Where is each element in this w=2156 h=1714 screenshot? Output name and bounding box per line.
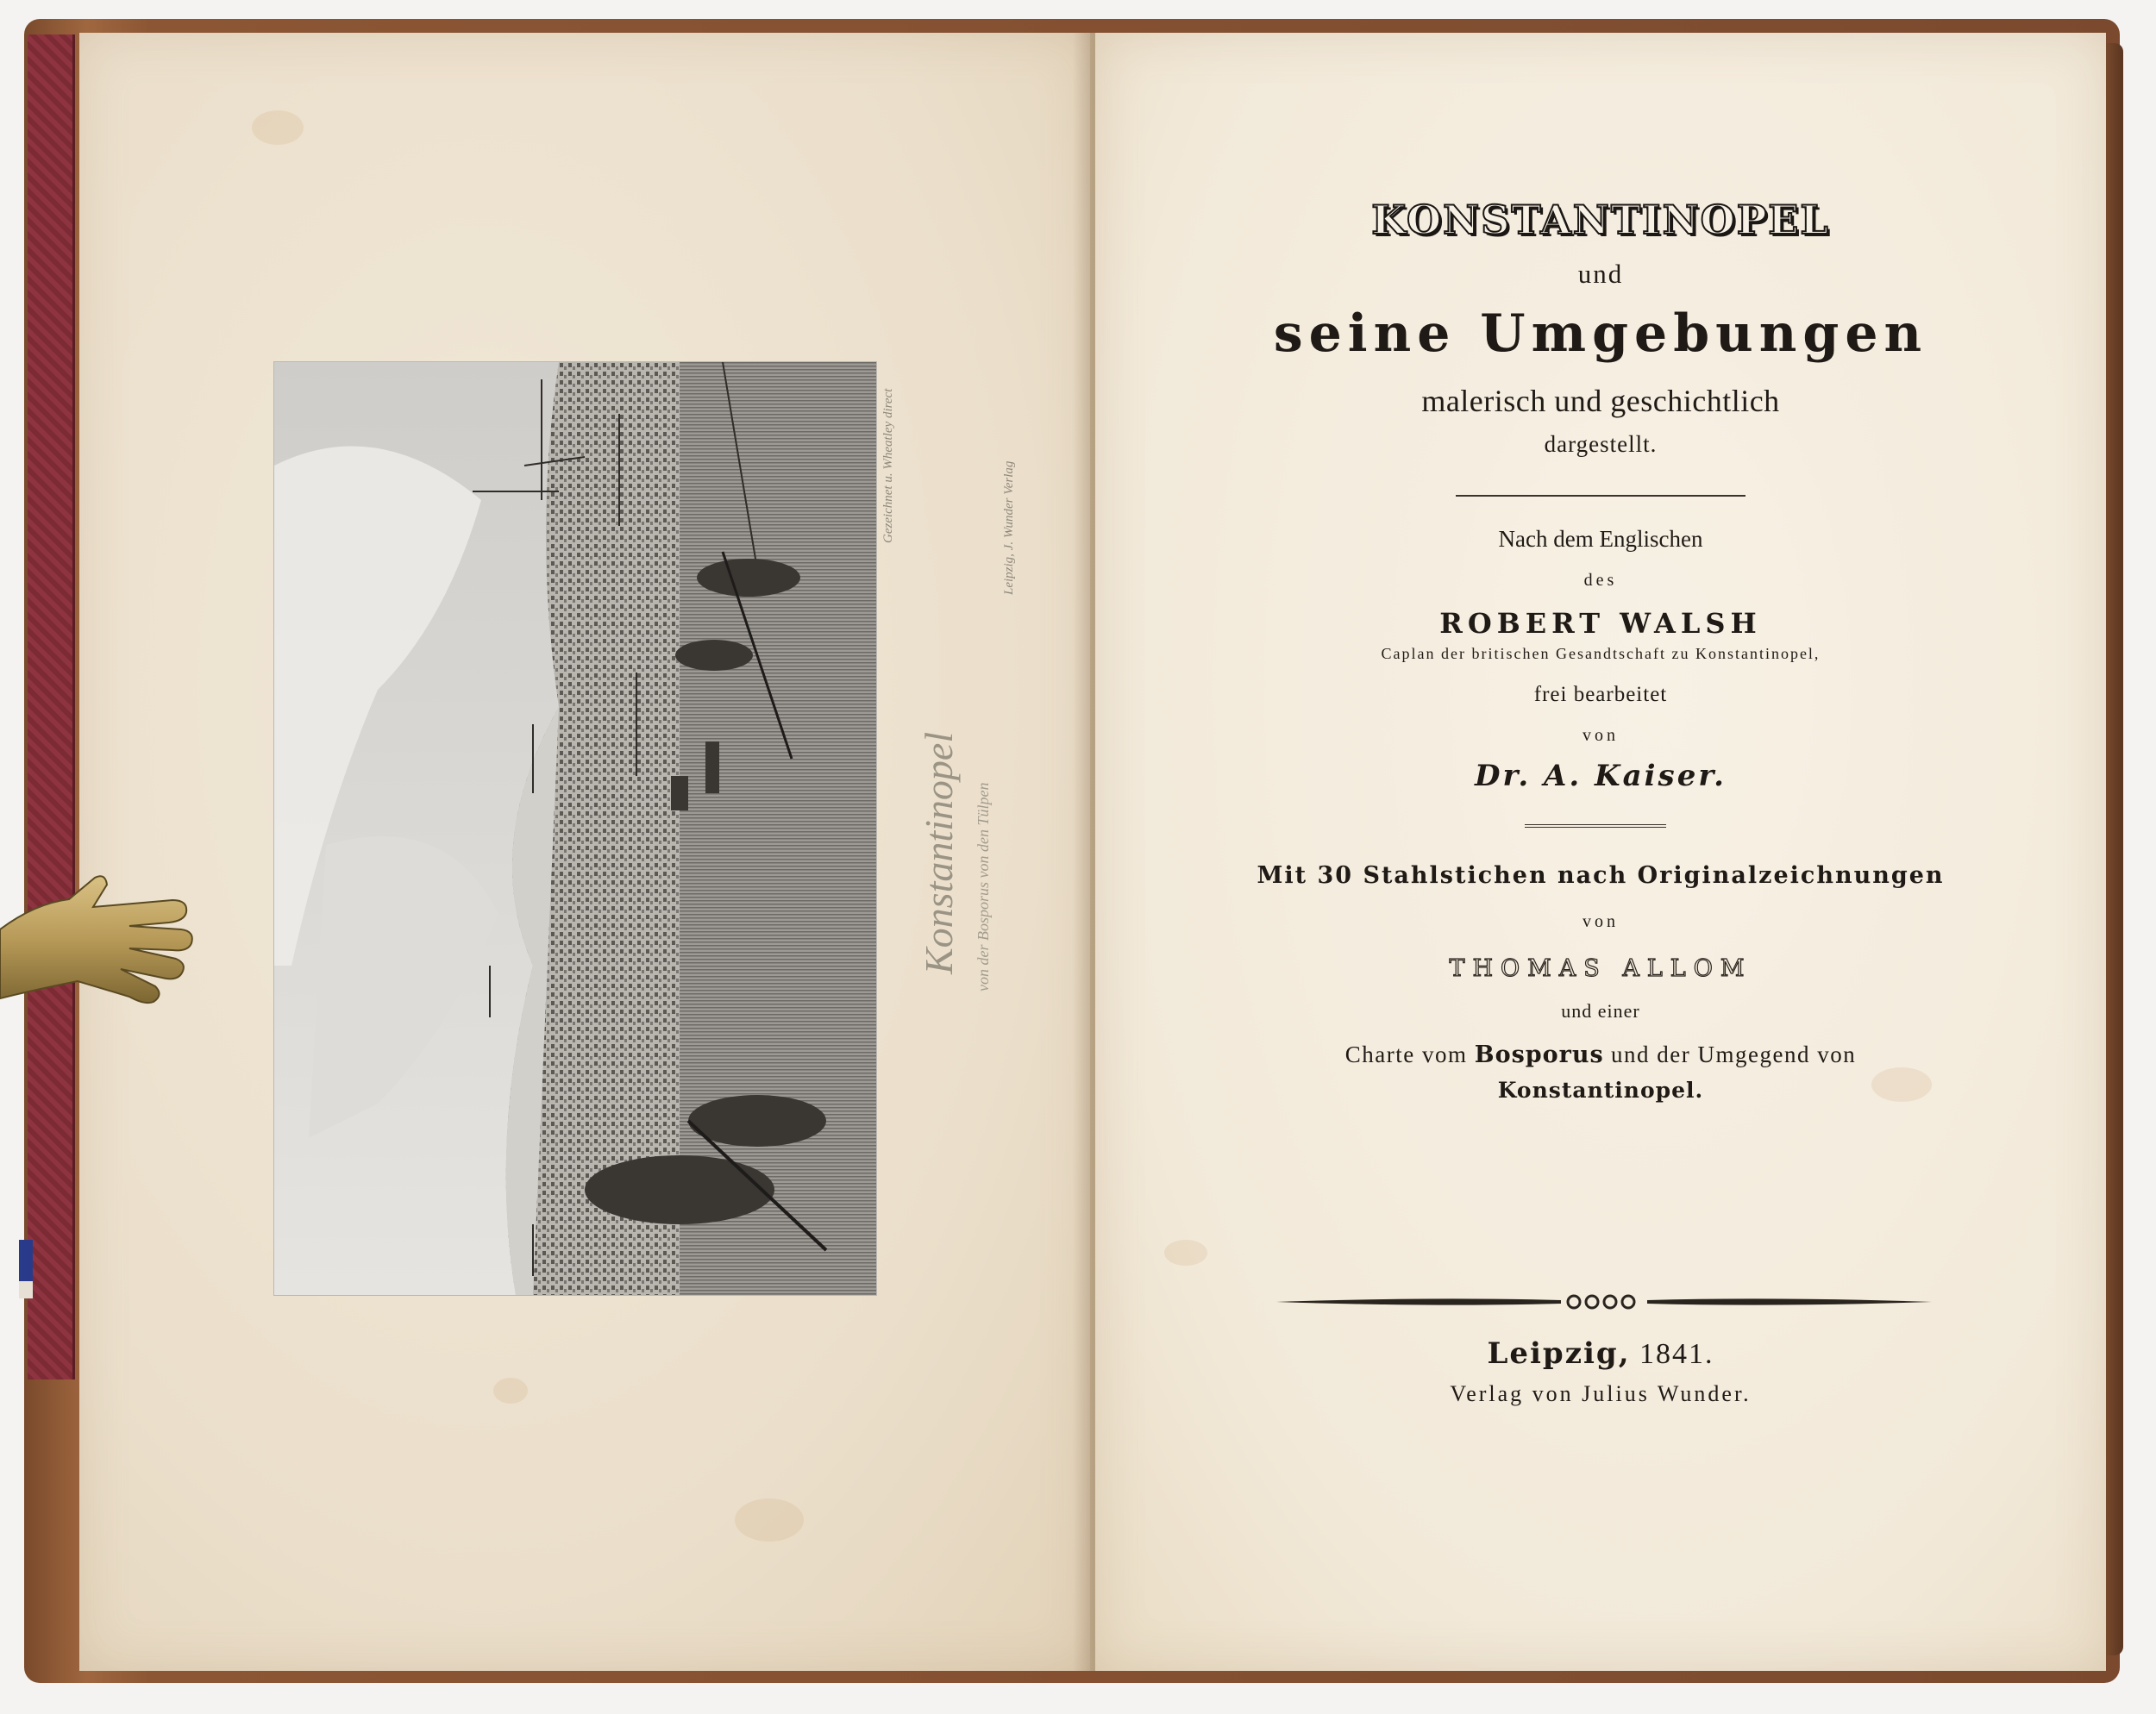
translation-note: Nach dem Englischen bbox=[1498, 526, 1703, 552]
subtitle-line-1: malerisch und geschichtlich bbox=[1421, 384, 1780, 418]
author-role: Caplan der britischen Gesandtschaft zu Konstantinopel, bbox=[1381, 645, 1821, 662]
right-cover-edge bbox=[2104, 43, 2123, 1655]
editor-name: Dr. A. Kaiser. bbox=[1475, 759, 1727, 793]
adaptation-note: frei bearbeitet bbox=[1533, 683, 1668, 706]
title-conjunction: und bbox=[1577, 259, 1624, 289]
title-main: KONSTANTINOPEL bbox=[1371, 197, 1830, 243]
shelf-label bbox=[19, 1240, 33, 1281]
von-word: von bbox=[1583, 726, 1619, 745]
imprint-year: 1841. bbox=[1639, 1338, 1714, 1370]
title-secondary: seine Umgebungen bbox=[1273, 303, 1928, 364]
divider-rule bbox=[1456, 495, 1745, 497]
engraving-plate-image bbox=[274, 362, 876, 1295]
map-note-post: und der Umgegend von bbox=[1611, 1042, 1857, 1067]
plate-publisher-imprint: Leipzig, J. Wunder Verlag bbox=[1002, 460, 1016, 595]
foxing-spot bbox=[1164, 1240, 1207, 1266]
map-note-city: Konstantinopel. bbox=[1497, 1078, 1704, 1103]
brass-hand-bookmark-icon bbox=[0, 869, 198, 1016]
title-ornament-icon bbox=[1276, 1290, 1932, 1314]
publisher: Verlag von Julius Wunder. bbox=[1450, 1381, 1752, 1406]
von-word: von bbox=[1583, 912, 1619, 931]
imprint-place: Leipzig, bbox=[1487, 1336, 1631, 1371]
plate-imprint: Gezeichnet u. Wheatley direct bbox=[881, 388, 895, 543]
map-note-bosporus: Bosporus bbox=[1474, 1042, 1604, 1068]
spine-cloth-strip bbox=[28, 34, 75, 1379]
illustrator-name: THOMAS ALLOM bbox=[1449, 955, 1752, 982]
pencil-subcaption: von der Bosporus von den Tülpen bbox=[975, 782, 992, 991]
map-note bbox=[1095, 1042, 2106, 1068]
pencil-caption: Konstantinopel bbox=[917, 731, 961, 974]
map-note-pre: Charte vom bbox=[1344, 1042, 1468, 1067]
shelf-label-tab bbox=[19, 1281, 33, 1298]
foxing-spot bbox=[252, 110, 304, 145]
author-name: ROBERT WALSH bbox=[1439, 607, 1762, 640]
foxing-spot bbox=[735, 1498, 804, 1542]
imprint-place-year bbox=[1095, 1336, 2106, 1371]
illustrations-note: Mit 30 Stahlstichen nach Originalzeichnungen bbox=[1257, 862, 1945, 889]
und-einer: und einer bbox=[1561, 1000, 1640, 1022]
double-divider-rule bbox=[1525, 824, 1666, 828]
des-word: des bbox=[1583, 571, 1618, 590]
subtitle-line-2: dargestellt. bbox=[1544, 431, 1658, 457]
foxing-spot bbox=[493, 1378, 528, 1404]
